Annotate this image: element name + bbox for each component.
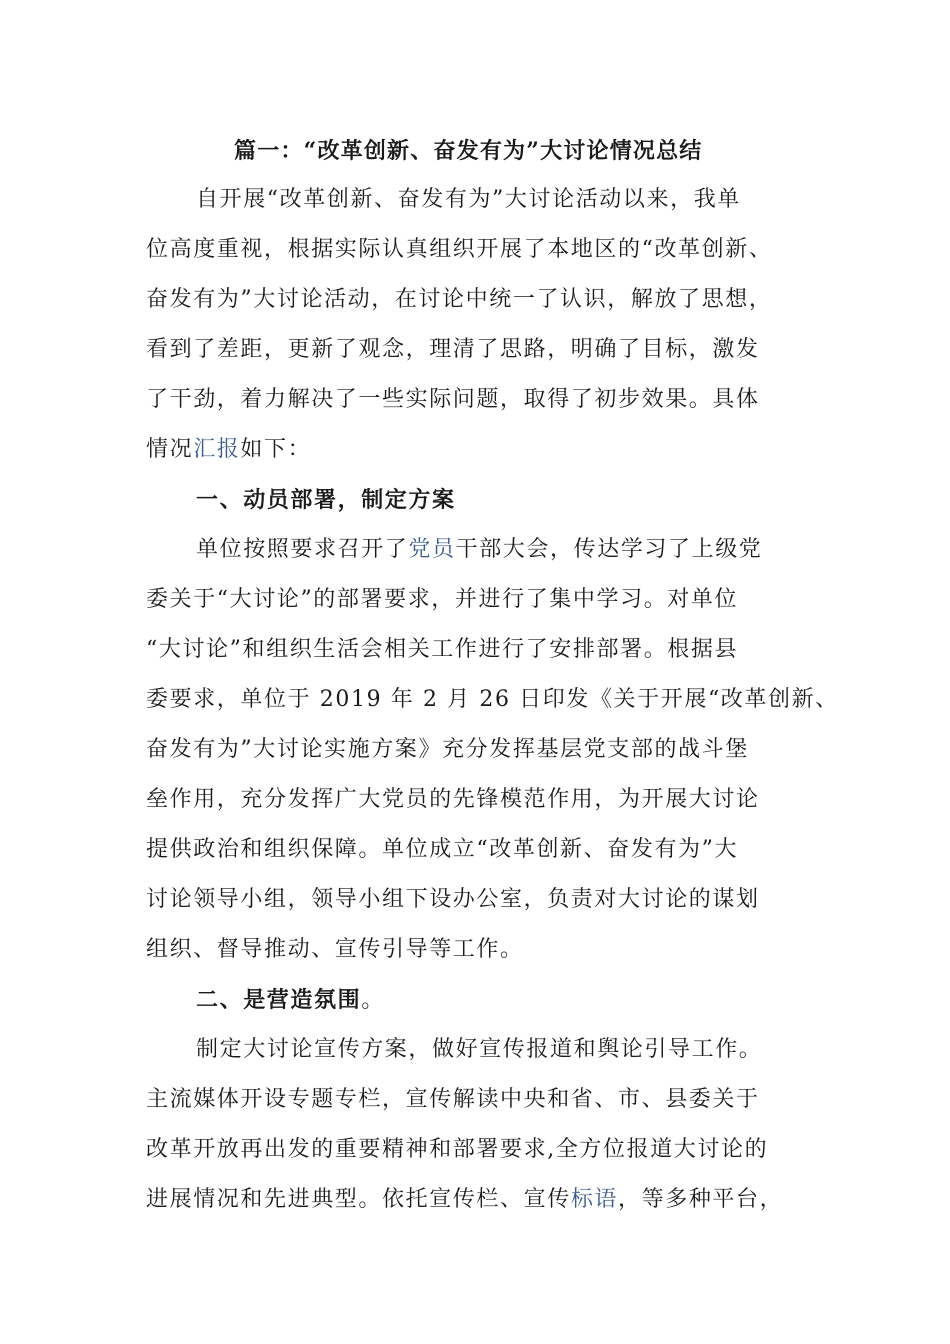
paragraph-1-line-5: 了干劲，着力解决了一些实际问题，取得了初步效果。具体 <box>146 387 760 412</box>
paragraph-3-line-4 <box>146 1185 783 1215</box>
section-heading-2 <box>196 985 385 1016</box>
paragraph-1-line-3: 奋发有为”大讨论活动，在讨论中统一了认识，解放了思想， <box>146 287 773 312</box>
paragraph-2-line-7: 提供政治和组织保障。单位成立“改革创新、奋发有为”大 <box>146 837 739 862</box>
paragraph-2-line-9: 组织、督导推动、宣传引导等工作。 <box>146 937 524 962</box>
paragraph-2-line-8: 讨论领导小组，领导小组下设办公室，负责对大讨论的谋划 <box>146 887 760 912</box>
section-heading-1: 一、动员部署，制定方案 <box>196 487 456 513</box>
paragraph-1-line-6 <box>146 435 311 465</box>
paragraph-2-line-6: 垒作用，充分发挥广大党员的先锋模范作用，为开展大讨论 <box>146 787 760 812</box>
paragraph-1-line-4: 看到了差距，更新了观念，理清了思路，明确了目标，激发 <box>146 337 760 362</box>
paragraph-2-line-4: 委要求，单位于 2019 年 2 月 26 日印发《关于开展“改革创新、 <box>146 687 839 712</box>
text: ，等多种平台， <box>618 1187 784 1212</box>
paragraph-3-line-1: 制定大讨论宣传方案，做好宣传报道和舆论引导工作。 <box>196 1037 763 1062</box>
text: 如下： <box>240 437 312 462</box>
paragraph-1-line-1: 自开展“改革创新、奋发有为”大讨论活动以来，我单 <box>196 187 741 212</box>
text: 单位按照要求召开了 <box>196 537 409 562</box>
heading-text: 二、是营造氛围 <box>196 987 362 1013</box>
paragraph-2-line-2: 委关于“大讨论”的部署要求，并进行了集中学习。对单位 <box>146 587 739 612</box>
heading-tail: 。 <box>361 988 385 1013</box>
paragraph-3-line-2: 主流媒体开设专题专栏，宣传解读中央和省、市、县委关于 <box>146 1087 760 1112</box>
paragraph-2-line-5: 奋发有为”大讨论实施方案》充分发挥基层党支部的战斗堡 <box>146 737 749 762</box>
paragraph-1-line-2: 位高度重视，根据实际认真组织开展了本地区的“改革创新、 <box>146 237 773 262</box>
text: 情况 <box>146 437 194 462</box>
link-biaoyu[interactable]: 标语 <box>570 1187 619 1212</box>
link-huibao[interactable]: 汇报 <box>193 437 241 462</box>
link-dangyuan[interactable]: 党员 <box>408 537 456 562</box>
text: 干部大会，传达学习了上级党 <box>455 537 763 562</box>
text: 进展情况和先进典型。依托宣传栏、宣传 <box>146 1187 571 1212</box>
document-title: 篇一：“改革创新、奋发有为”大讨论情况总结 <box>234 138 703 164</box>
paragraph-3-line-3: 改革开放再出发的重要精神和部署要求,全方位报道大讨论的 <box>146 1137 769 1162</box>
paragraph-2-line-3: “大讨论”和组织生活会相关工作进行了安排部署。根据县 <box>146 637 739 662</box>
paragraph-2-line-1 <box>196 535 762 565</box>
